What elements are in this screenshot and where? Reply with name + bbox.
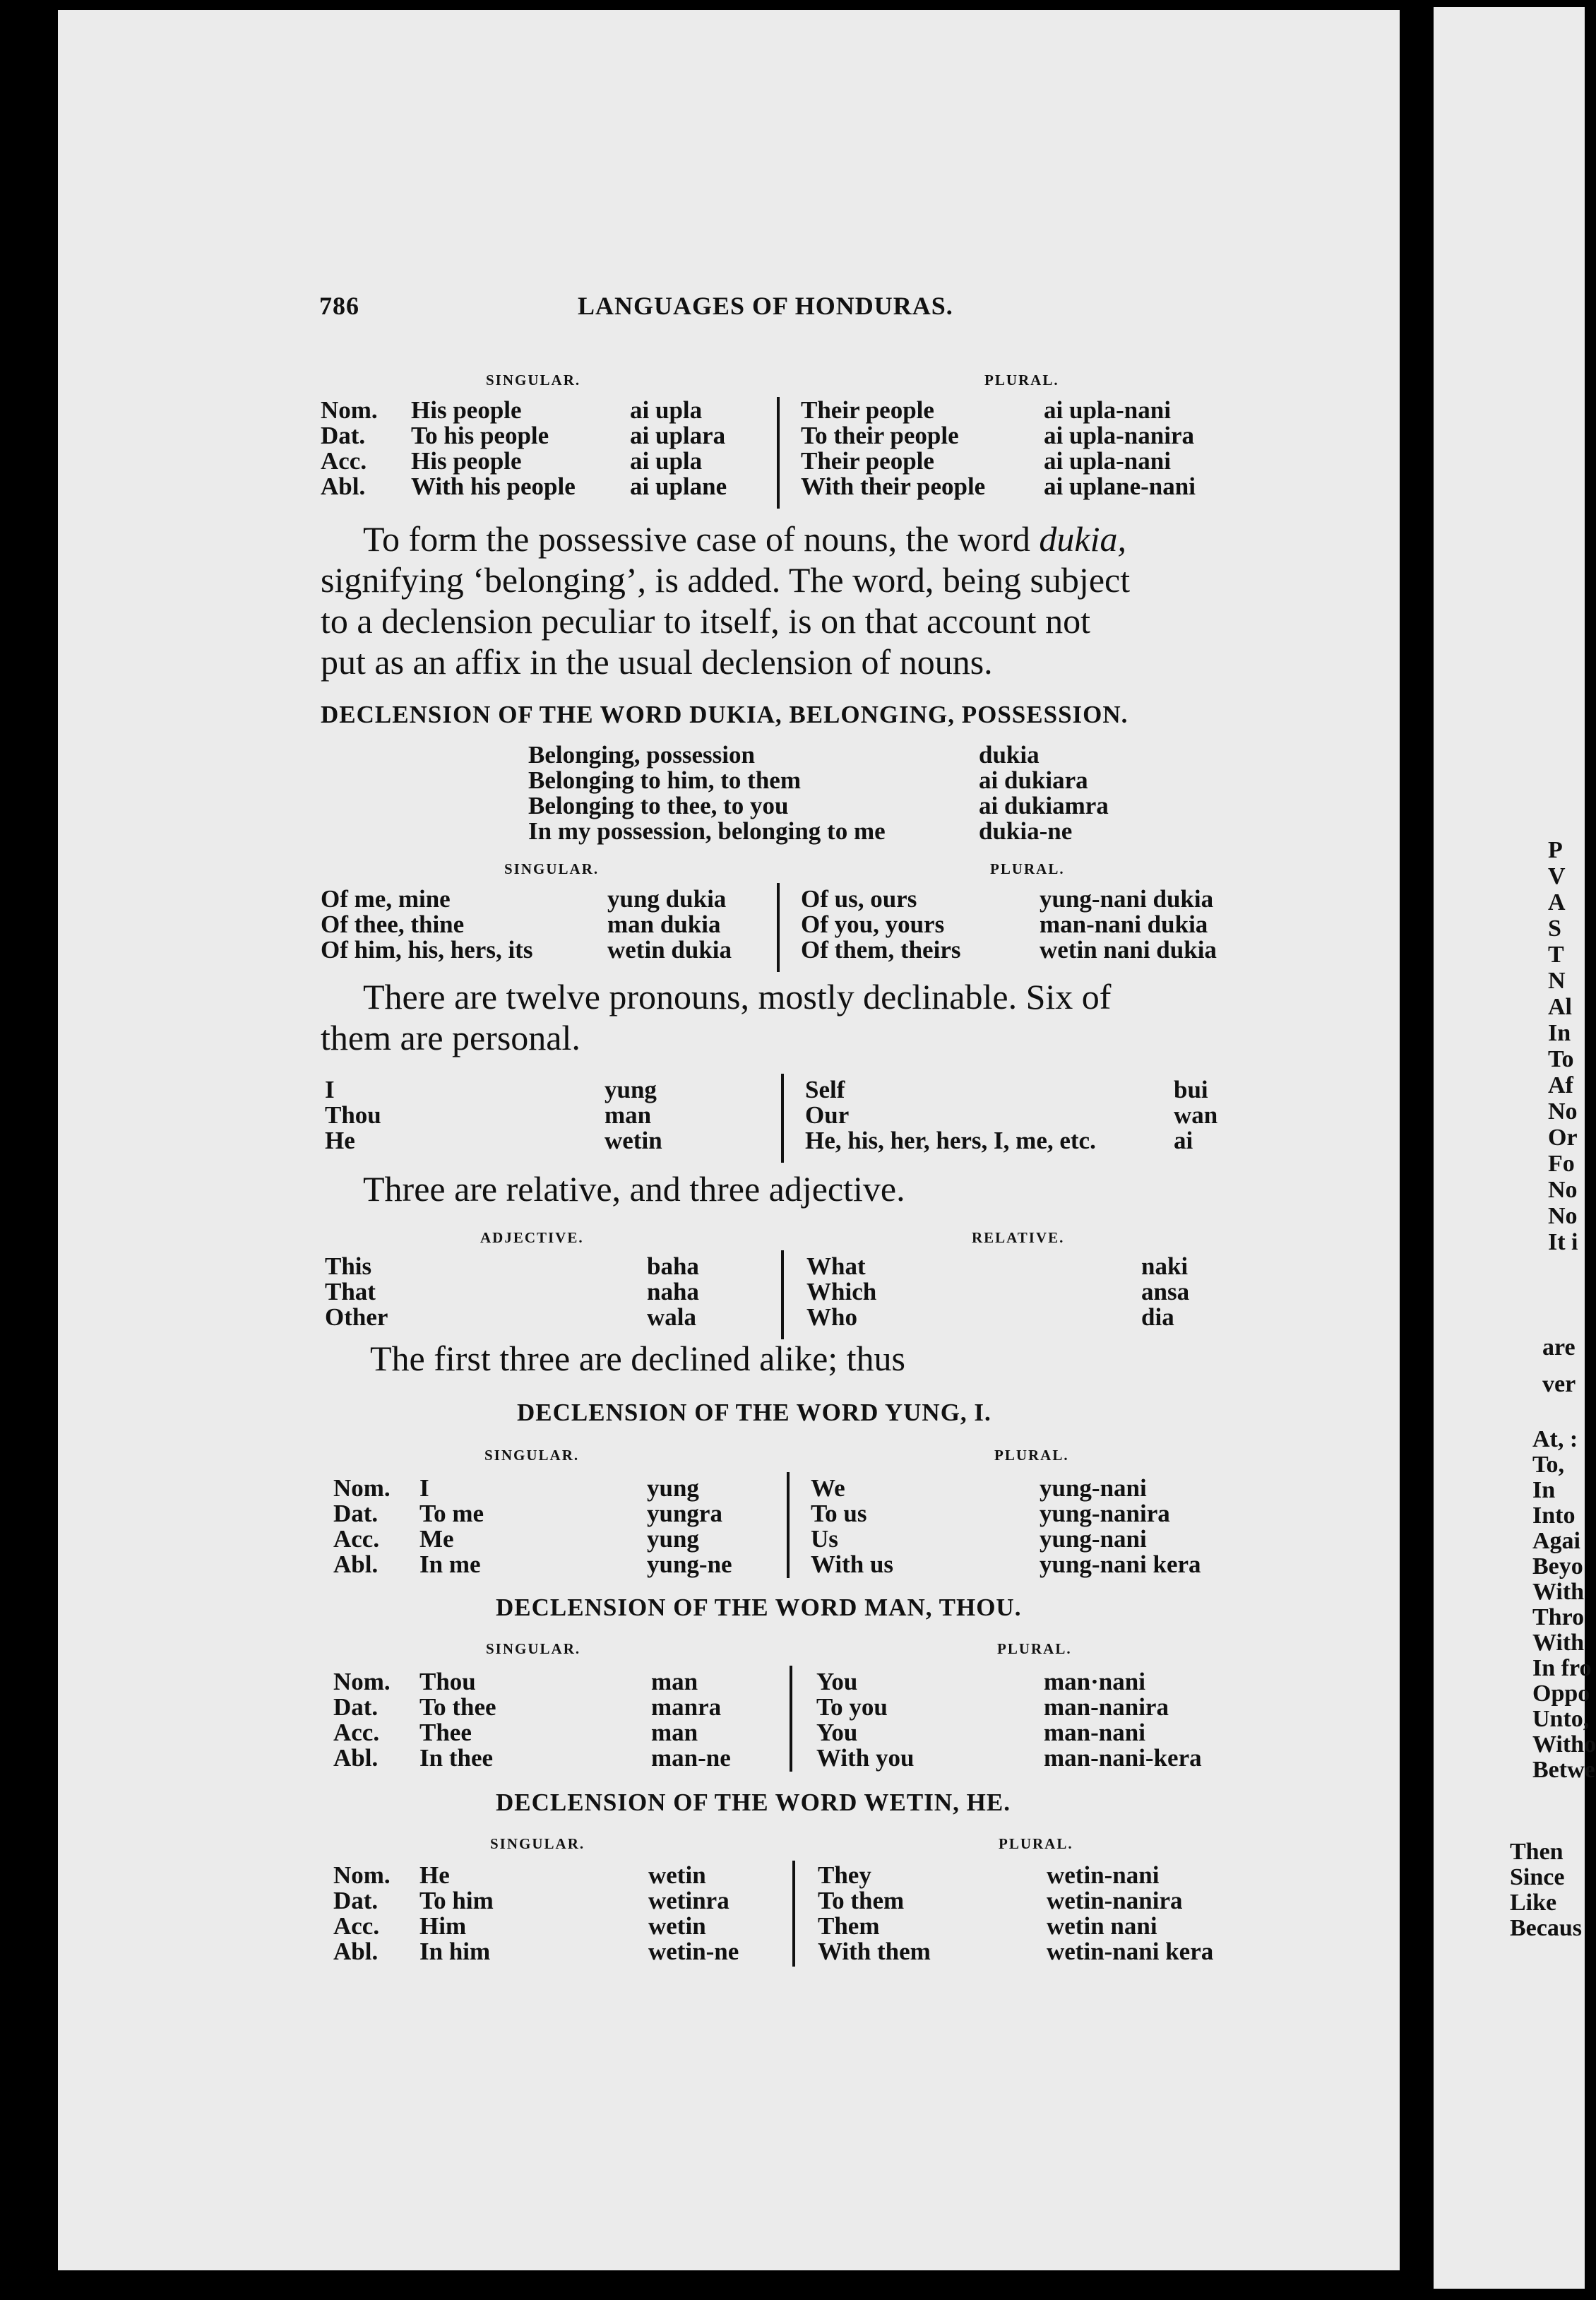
tm-pl_native-cell: man·nani	[1044, 1668, 1145, 1695]
right-page-fragment: No	[1548, 1177, 1578, 1203]
t2-sg_native-cell: man dukia	[607, 911, 721, 938]
t2-pl-cell: Of you, yours	[801, 911, 945, 938]
t4-l-cell: This	[325, 1252, 372, 1280]
t4-l_native-cell: naha	[647, 1278, 699, 1305]
t1-sg_native-cell: ai uplara	[630, 422, 726, 449]
table1-singular-label: SINGULAR.	[486, 372, 581, 389]
man-heading: DECLENSION OF THE WORD MAN, THOU.	[496, 1594, 1022, 1621]
tw-pl-cell: They	[818, 1861, 871, 1889]
page-number: 786	[319, 292, 359, 320]
right-page-fragment: Agai	[1532, 1528, 1580, 1554]
tm-sg-cell: Thou	[419, 1668, 476, 1695]
right-page-fragment: V	[1548, 863, 1566, 889]
tm-case-cell: Acc.	[333, 1719, 380, 1746]
tw-case-cell: Nom.	[333, 1861, 391, 1889]
t3-l_native-cell: wetin	[605, 1127, 662, 1154]
man-plural-label: PLURAL.	[997, 1640, 1072, 1657]
t2-pl_native-cell: man-nani dukia	[1040, 911, 1208, 938]
right-page-fragment: In	[1532, 1477, 1556, 1503]
table1-divider	[777, 397, 780, 509]
left-page	[58, 10, 1400, 2270]
ty-pl-cell: Us	[811, 1525, 838, 1553]
t4-r_native-cell: naki	[1141, 1252, 1189, 1280]
t1-sg_native-cell: ai uplane	[630, 473, 727, 500]
man-singular-label: SINGULAR.	[486, 1640, 581, 1657]
ty-sg-cell: In me	[419, 1551, 481, 1578]
tm-pl-cell: To you	[816, 1693, 888, 1721]
tw-case-cell: Acc.	[333, 1912, 380, 1940]
tm-pl_native-cell: man-nanira	[1044, 1693, 1169, 1721]
t1-pl_native-cell: ai upla-nanira	[1044, 422, 1194, 449]
para1-line2: signifying ‘belonging’, is added. The word, being subject	[321, 560, 1131, 600]
t1-sg-cell: To his people	[411, 422, 549, 449]
tm-pl-cell: You	[816, 1668, 858, 1695]
t2-sg-cell: Of him, his, hers, its	[321, 936, 533, 964]
tm-sg-cell: In thee	[419, 1744, 494, 1772]
para1-italic-word: dukia,	[1039, 519, 1127, 559]
t1-pl_native-cell: ai upla-nani	[1044, 396, 1171, 424]
right-page-partial	[1434, 7, 1596, 2289]
tm-sg_native-cell: man-ne	[651, 1744, 731, 1772]
right-page-fragment: Beyo	[1532, 1553, 1583, 1579]
t2-sg_native-cell: wetin dukia	[607, 936, 732, 964]
ty-sg_native-cell: yung	[647, 1525, 699, 1553]
t4-r-cell: Which	[806, 1278, 877, 1305]
t1-sg-cell: His people	[411, 447, 522, 475]
table4-right-label: RELATIVE.	[972, 1229, 1065, 1246]
tm-sg_native-cell: man	[651, 1668, 698, 1695]
right-page-fragment: P	[1548, 837, 1563, 863]
tw-pl_native-cell: wetin-nani	[1047, 1861, 1160, 1889]
tw-sg-cell: To him	[419, 1887, 494, 1914]
para1-line3: to a declension peculiar to itself, is on that account not	[321, 601, 1090, 641]
right-page-fragment: ver	[1542, 1371, 1576, 1397]
tm-case-cell: Abl.	[333, 1744, 379, 1772]
tw-sg_native-cell: wetin-ne	[648, 1938, 739, 1965]
tm-sg_native-cell: manra	[651, 1693, 722, 1721]
table3-divider	[781, 1074, 784, 1163]
wetin-singular-label: SINGULAR.	[490, 1835, 585, 1852]
table2-singular-label: SINGULAR.	[504, 860, 600, 877]
right-page-fragment: With	[1532, 1630, 1585, 1656]
dukia-row-native: ai dukiara	[979, 766, 1088, 794]
t2-sg-cell: Of me, mine	[321, 885, 451, 913]
t2-pl_native-cell: yung-nani dukia	[1040, 885, 1214, 913]
t1-sg-cell: With his people	[411, 473, 576, 500]
tw-pl-cell: Them	[818, 1912, 880, 1940]
tw-sg-cell: In him	[419, 1938, 491, 1965]
ty-pl-cell: To us	[811, 1500, 867, 1527]
ty-sg_native-cell: yung-ne	[647, 1551, 732, 1578]
yung-divider	[787, 1472, 790, 1578]
para3: Three are relative, and three adjective.	[363, 1169, 905, 1209]
dukia-row-native: ai dukiamra	[979, 792, 1109, 819]
right-page-fragment: T	[1548, 942, 1564, 968]
right-page-fragment: Then	[1510, 1839, 1564, 1865]
t3-r_native-cell: ai	[1174, 1127, 1193, 1154]
t3-r_native-cell: bui	[1174, 1076, 1208, 1103]
right-page-fragment: Oppo	[1532, 1680, 1590, 1707]
tw-sg_native-cell: wetin	[648, 1912, 706, 1940]
t3-l_native-cell: man	[605, 1101, 652, 1129]
right-page-fragment: No	[1548, 1098, 1578, 1125]
t3-l-cell: Thou	[325, 1101, 381, 1129]
tw-pl-cell: To them	[818, 1887, 905, 1914]
t1-sg_native-cell: ai upla	[630, 447, 703, 475]
t1-pl_native-cell: ai uplane-nani	[1044, 473, 1196, 500]
yung-plural-label: PLURAL.	[994, 1447, 1069, 1464]
right-page-fragment: Fo	[1548, 1151, 1575, 1177]
ty-pl-cell: With us	[811, 1551, 894, 1578]
right-page-fragment: In	[1548, 1020, 1571, 1046]
right-page-fragment: It i	[1548, 1229, 1578, 1255]
man-divider	[790, 1666, 792, 1772]
tm-pl_native-cell: man-nani-kera	[1044, 1744, 1202, 1772]
right-page-fragment: Becaus	[1510, 1915, 1582, 1941]
t4-l-cell: Other	[325, 1303, 388, 1331]
right-page-fragment: To	[1548, 1046, 1574, 1072]
tm-case-cell: Nom.	[333, 1668, 391, 1695]
ty-case-cell: Acc.	[333, 1525, 380, 1553]
tw-sg_native-cell: wetin	[648, 1861, 706, 1889]
wetin-divider	[792, 1861, 795, 1967]
dukia-row-native: dukia-ne	[979, 817, 1073, 845]
ty-sg-cell: To me	[419, 1500, 484, 1527]
ty-case-cell: Nom.	[333, 1474, 391, 1502]
tw-sg-cell: Him	[419, 1912, 467, 1940]
table2-divider	[777, 883, 780, 972]
t4-r-cell: Who	[806, 1303, 857, 1331]
tm-sg_native-cell: man	[651, 1719, 698, 1746]
tw-case-cell: Abl.	[333, 1938, 379, 1965]
right-page-fragment: No	[1548, 1203, 1578, 1229]
t4-l_native-cell: wala	[647, 1303, 696, 1331]
tm-sg-cell: Thee	[419, 1719, 472, 1746]
t3-r_native-cell: wan	[1174, 1101, 1218, 1129]
right-page-fragment: Or	[1548, 1125, 1578, 1151]
right-page-fragment: Witho	[1532, 1731, 1596, 1757]
tw-sg_native-cell: wetinra	[648, 1887, 729, 1914]
tw-pl_native-cell: wetin-nanira	[1047, 1887, 1183, 1914]
tw-pl_native-cell: wetin-nani kera	[1047, 1938, 1214, 1965]
tw-pl-cell: With them	[818, 1938, 931, 1965]
right-page-fragment: Into	[1532, 1502, 1576, 1529]
t1-pl-cell: To their people	[801, 422, 959, 449]
right-page-fragment: S	[1548, 915, 1561, 942]
dukia-row-native: dukia	[979, 741, 1040, 769]
right-page-fragment: In fro	[1532, 1655, 1592, 1681]
para4: The first three are declined alike; thus	[370, 1339, 906, 1378]
right-page-fragment: are	[1542, 1334, 1576, 1361]
para2-line1: There are twelve pronouns, mostly declinable. Six of	[363, 977, 1112, 1016]
dukia-row-en: Belonging to thee, to you	[528, 792, 789, 819]
t4-r-cell: What	[806, 1252, 866, 1280]
t1-pl-cell: Their people	[801, 396, 934, 424]
right-page-fragment: Like	[1510, 1890, 1557, 1916]
t4-r_native-cell: ansa	[1141, 1278, 1190, 1305]
yung-singular-label: SINGULAR.	[484, 1447, 580, 1464]
ty-case-cell: Dat.	[333, 1500, 379, 1527]
t1-sg_native-cell: ai upla	[630, 396, 703, 424]
tm-pl_native-cell: man-nani	[1044, 1719, 1145, 1746]
dukia-row-en: Belonging to him, to them	[528, 766, 801, 794]
dukia-row-en: In my possession, belonging to me	[528, 817, 886, 845]
t3-r-cell: He, his, her, hers, I, me, etc.	[805, 1127, 1096, 1154]
t3-l-cell: He	[325, 1127, 355, 1154]
tm-pl-cell: With you	[816, 1744, 915, 1772]
right-page-fragment: Unto,	[1532, 1706, 1590, 1732]
tw-sg-cell: He	[419, 1861, 450, 1889]
right-page-fragment: Betwe	[1532, 1757, 1595, 1783]
ty-pl_native-cell: yung-nani	[1040, 1474, 1147, 1502]
t2-sg_native-cell: yung dukia	[607, 885, 727, 913]
t1-case-cell: Nom.	[321, 396, 378, 424]
t1-case-cell: Acc.	[321, 447, 367, 475]
t4-l_native-cell: baha	[647, 1252, 699, 1280]
t1-pl-cell: With their people	[801, 473, 986, 500]
tm-case-cell: Dat.	[333, 1693, 379, 1721]
right-page-fragment: A	[1548, 889, 1566, 915]
yung-heading: DECLENSION OF THE WORD YUNG, I.	[517, 1399, 991, 1426]
t1-pl-cell: Their people	[801, 447, 934, 475]
running-head: LANGUAGES OF HONDURAS.	[578, 292, 953, 320]
dukia-heading: DECLENSION OF THE WORD DUKIA, BELONGING, POSSESSION.	[321, 701, 1128, 728]
right-page-fragment: Af	[1548, 1072, 1573, 1098]
t2-pl-cell: Of us, ours	[801, 885, 917, 913]
t4-l-cell: That	[325, 1278, 376, 1305]
ty-case-cell: Abl.	[333, 1551, 379, 1578]
t2-pl-cell: Of them, theirs	[801, 936, 961, 964]
right-page-fragment: With	[1532, 1579, 1585, 1605]
table2-plural-label: PLURAL.	[990, 860, 1065, 877]
tm-sg-cell: To thee	[419, 1693, 496, 1721]
ty-pl_native-cell: yung-nanira	[1040, 1500, 1170, 1527]
right-page-fragment: Al	[1548, 994, 1572, 1020]
t2-pl_native-cell: wetin nani dukia	[1040, 936, 1217, 964]
wetin-plural-label: PLURAL.	[999, 1835, 1073, 1852]
tw-case-cell: Dat.	[333, 1887, 379, 1914]
para1-line1: To form the possessive case of nouns, the word dukia,	[363, 519, 1127, 559]
t1-pl_native-cell: ai upla-nani	[1044, 447, 1171, 475]
para1-line4: put as an affix in the usual declension of nouns.	[321, 642, 993, 682]
tw-pl_native-cell: wetin nani	[1047, 1912, 1157, 1940]
right-page-fragment: Thro	[1532, 1604, 1585, 1630]
t3-r-cell: Self	[805, 1076, 845, 1103]
ty-sg-cell: Me	[419, 1525, 454, 1553]
ty-sg_native-cell: yungra	[647, 1500, 722, 1527]
right-page-fragment: N	[1548, 968, 1566, 994]
t1-case-cell: Abl.	[321, 473, 366, 500]
dukia-row-en: Belonging, possession	[528, 741, 755, 769]
tm-pl-cell: You	[816, 1719, 858, 1746]
t2-sg-cell: Of thee, thine	[321, 911, 465, 938]
ty-sg-cell: I	[419, 1474, 429, 1502]
right-page-fragment: To,	[1532, 1452, 1565, 1478]
table1-plural-label: PLURAL.	[984, 372, 1059, 389]
right-page-fragment: At, :	[1532, 1426, 1578, 1452]
table4-left-label: ADJECTIVE.	[480, 1229, 584, 1246]
t1-sg-cell: His people	[411, 396, 522, 424]
t3-l-cell: I	[325, 1076, 335, 1103]
right-page-fragment: Since	[1510, 1864, 1565, 1890]
t4-r_native-cell: dia	[1141, 1303, 1174, 1331]
wetin-heading: DECLENSION OF THE WORD WETIN, HE.	[496, 1789, 1011, 1816]
t3-l_native-cell: yung	[605, 1076, 657, 1103]
ty-sg_native-cell: yung	[647, 1474, 699, 1502]
table4-divider	[781, 1250, 784, 1339]
ty-pl_native-cell: yung-nani	[1040, 1525, 1147, 1553]
ty-pl_native-cell: yung-nani kera	[1040, 1551, 1201, 1578]
t3-r-cell: Our	[805, 1101, 850, 1129]
t1-case-cell: Dat.	[321, 422, 366, 449]
ty-pl-cell: We	[811, 1474, 845, 1502]
para2-line2: them are personal.	[321, 1018, 580, 1057]
